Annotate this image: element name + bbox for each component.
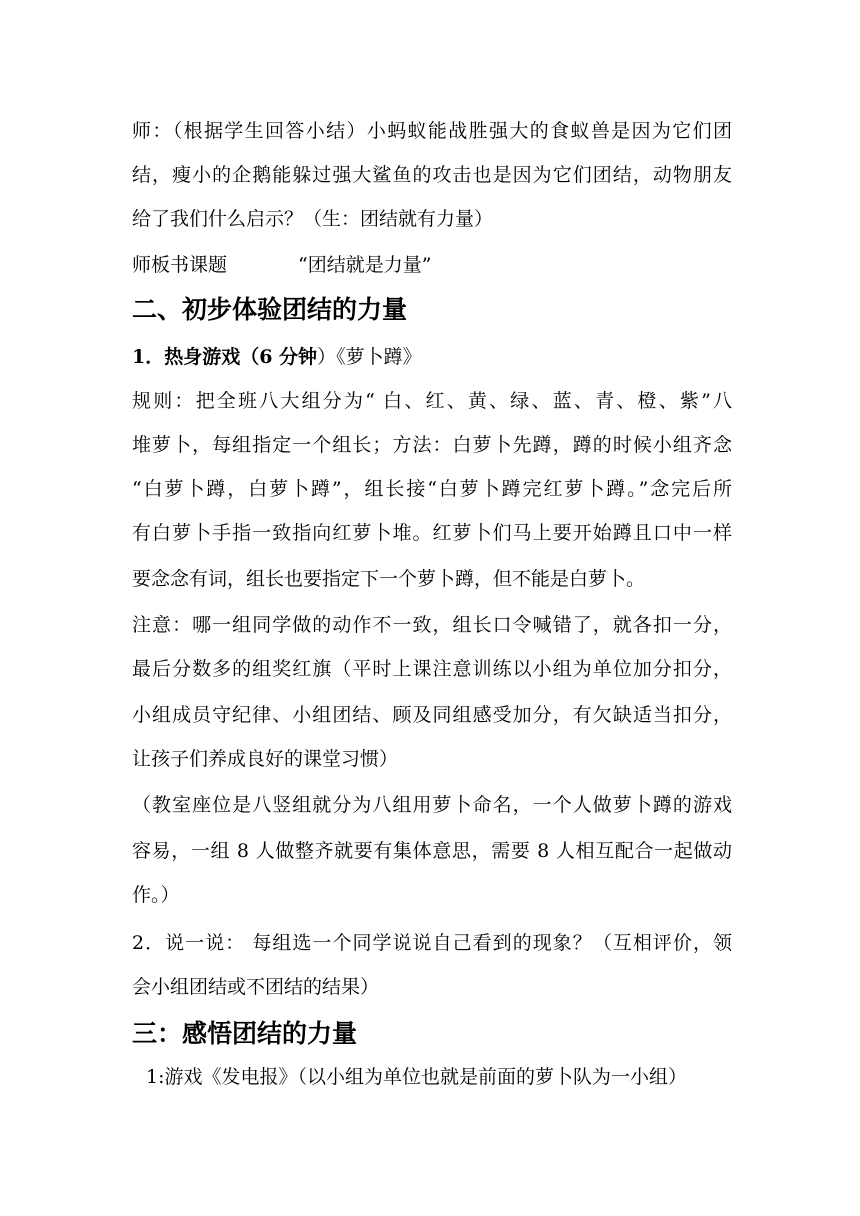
notes-line-4: 让孩子们养成良好的课堂习惯） <box>132 748 399 770</box>
rules-line-1: 规则：把全班八大组分为“ 白、红、黄、绿、蓝、青、橙、紫”八 <box>132 390 732 412</box>
classroom-line-1: （教室座位是八竖组就分为八组用萝卜命名，一个人做萝卜蹲的游戏 <box>132 794 732 816</box>
rules-line-2: 堆萝卜，每组指定一个组长；方法：白萝卜先蹲，蹲的时候小组齐念 <box>132 434 732 456</box>
item-1-heading-bold: 1．热身游戏（6 分钟 <box>132 346 318 368</box>
classroom-line-3: 作。） <box>132 884 180 906</box>
section-3-heading: 三：感悟团结的力量 <box>132 1019 358 1048</box>
paragraph-summary-line-2: 结，瘦小的企鹅能躲过强大鲨鱼的攻击也是因为它们团结，动物朋友 <box>132 164 732 186</box>
item-1-heading <box>132 342 422 369</box>
classroom-line-2: 容易，一组 8 人做整齐就要有集体意思，需要 8 人相互配合一起做动 <box>132 840 732 862</box>
notes-line-1: 注意：哪一组同学做的动作不一致，组长口令喊错了，就各扣一分， <box>132 614 732 636</box>
section-2-heading: 二、初步体验团结的力量 <box>132 295 408 324</box>
rules-line-3: “白萝卜蹲，白萝卜蹲”，组长接“白萝卜蹲完红萝卜蹲。”念完后所 <box>132 478 732 500</box>
notes-line-3: 小组成员守纪律、小组团结、顾及同组感受加分，有欠缺适当扣分， <box>132 704 732 726</box>
paragraph-summary-line-1: 师：（根据学生回答小结）小蚂蚁能战胜强大的食蚁兽是因为它们团 <box>132 120 732 142</box>
notes-line-2: 最后分数多的组奖红旗（平时上课注意训练以小组为单位加分扣分， <box>132 658 732 680</box>
item-2-line-1: 2．说一说： 每组选一个同学说说自己看到的现象？（互相评价，领 <box>132 932 732 954</box>
item-3-line: 1:游戏《发电报》（以小组为单位也就是前面的萝卜队为一小组） <box>146 1066 687 1088</box>
item-1-heading-rest: ）《萝卜蹲》 <box>317 346 422 368</box>
rules-line-5: 要念念有词，组长也要指定下一个萝卜蹲，但不能是白萝卜。 <box>132 568 646 590</box>
item-2-line-2: 会小组团结或不团结的结果） <box>132 976 380 998</box>
rules-line-4: 有白萝卜手指一致指向红萝卜堆。红萝卜们马上要开始蹲且口中一样 <box>132 522 732 544</box>
paragraph-summary-line-3: 给了我们什么启示？（生：团结就有力量） <box>132 208 494 230</box>
board-label: 师板书课题 <box>132 254 228 276</box>
board-title: “团结就是力量” <box>298 254 432 276</box>
